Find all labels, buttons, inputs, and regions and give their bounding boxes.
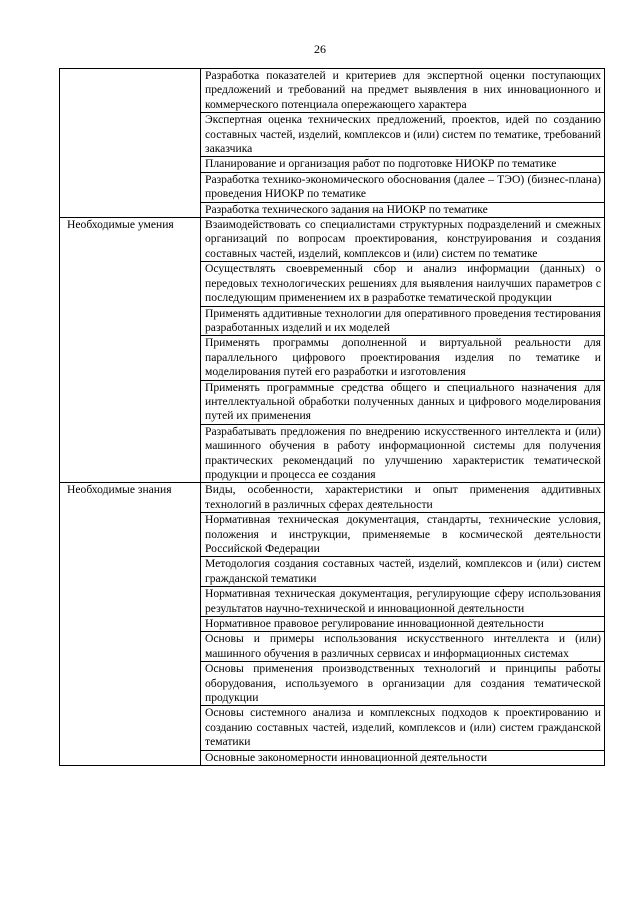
row-text: Осуществлять своевременный сбор и анализ информации (данных) о передовых технологических решениях для выявления наилучших параметров с последующим применением их в разработке тематической продукции: [201, 262, 605, 306]
row-text: Нормативная техническая документация, регулирующие сферу использования результатов научно-технической и инновационной деятельности: [201, 587, 605, 617]
row-text: Основы системного анализа и комплексных подходов к проектированию и созданию составных частей, изделий, комплексов и (или) систем гражданской тематики: [201, 706, 605, 750]
section-label-skills: Необходимые умения: [60, 218, 201, 483]
row-text: Применять аддитивные технологии для оперативного проведения тестирования разработанных изделий и их моделей: [201, 306, 605, 336]
row-text: Разработка технического задания на НИОКР по тематике: [201, 202, 605, 217]
row-text: Разработка технико-экономического обоснования (далее – ТЭО) (бизнес-плана) проведения НИОКР по тематике: [201, 172, 605, 202]
table-row: [60, 483, 605, 513]
row-text: Нормативная техническая документация, стандарты, технические условия, положения и инструкции, применяемые в космической деятельности Российской Федерации: [201, 513, 605, 557]
row-text: Применять программы дополненной и виртуальной реальности для параллельного цифрового проектирования изделия по тематике и моделирования путей его разработки и изготовления: [201, 336, 605, 380]
section-label-knowledge: Необходимые знания: [60, 483, 201, 766]
row-text: Экспертная оценка технических предложений, проектов, идей по созданию составных частей, изделий, комплексов и (или) систем по тематике, требований заказчика: [201, 113, 605, 157]
row-text: Методология создания составных частей, изделий, комплексов и (или) систем гражданской тематики: [201, 557, 605, 587]
row-text: Планирование и организация работ по подготовке НИОКР по тематике: [201, 157, 605, 172]
page-number: 26: [314, 42, 326, 56]
table-row: [60, 69, 605, 113]
row-text: Виды, особенности, характеристики и опыт применения аддитивных технологий в различных сферах деятельности: [201, 483, 605, 513]
row-text: Нормативное правовое регулирование инновационной деятельности: [201, 617, 605, 632]
row-text: Разрабатывать предложения по внедрению искусственного интеллекта и (или) машинного обучения в работу информационной системы для получения практических рекомендаций по улучшению характеристик тематической продукции и процесса ее создания: [201, 424, 605, 483]
table-row: [60, 218, 605, 262]
row-text: Основные закономерности инновационной деятельности: [201, 750, 605, 765]
row-text: Применять программные средства общего и специального назначения для интеллектуальной обработки полученных данных и цифрового моделирования путей их применения: [201, 380, 605, 424]
row-label: [60, 69, 201, 218]
row-text: Основы и примеры использования искусственного интеллекта и (или) машинного обучения в различных сервисах и информационных системах: [201, 632, 605, 662]
row-text: Разработка показателей и критериев для экспертной оценки поступающих предложений и требований на предмет выявления в них инновационного и коммерческого потенциала опережающего характера: [201, 69, 605, 113]
row-text: Взаимодействовать со специалистами структурных подразделений и смежных организаций по вопросам проектирования, конструирования и создания составных частей, изделий, комплексов и (или) систем по тематике: [201, 218, 605, 262]
row-text: Основы применения производственных технологий и принципы работы оборудования, используемого в организации для создания тематической продукции: [201, 662, 605, 706]
requirements-table: [59, 68, 605, 766]
